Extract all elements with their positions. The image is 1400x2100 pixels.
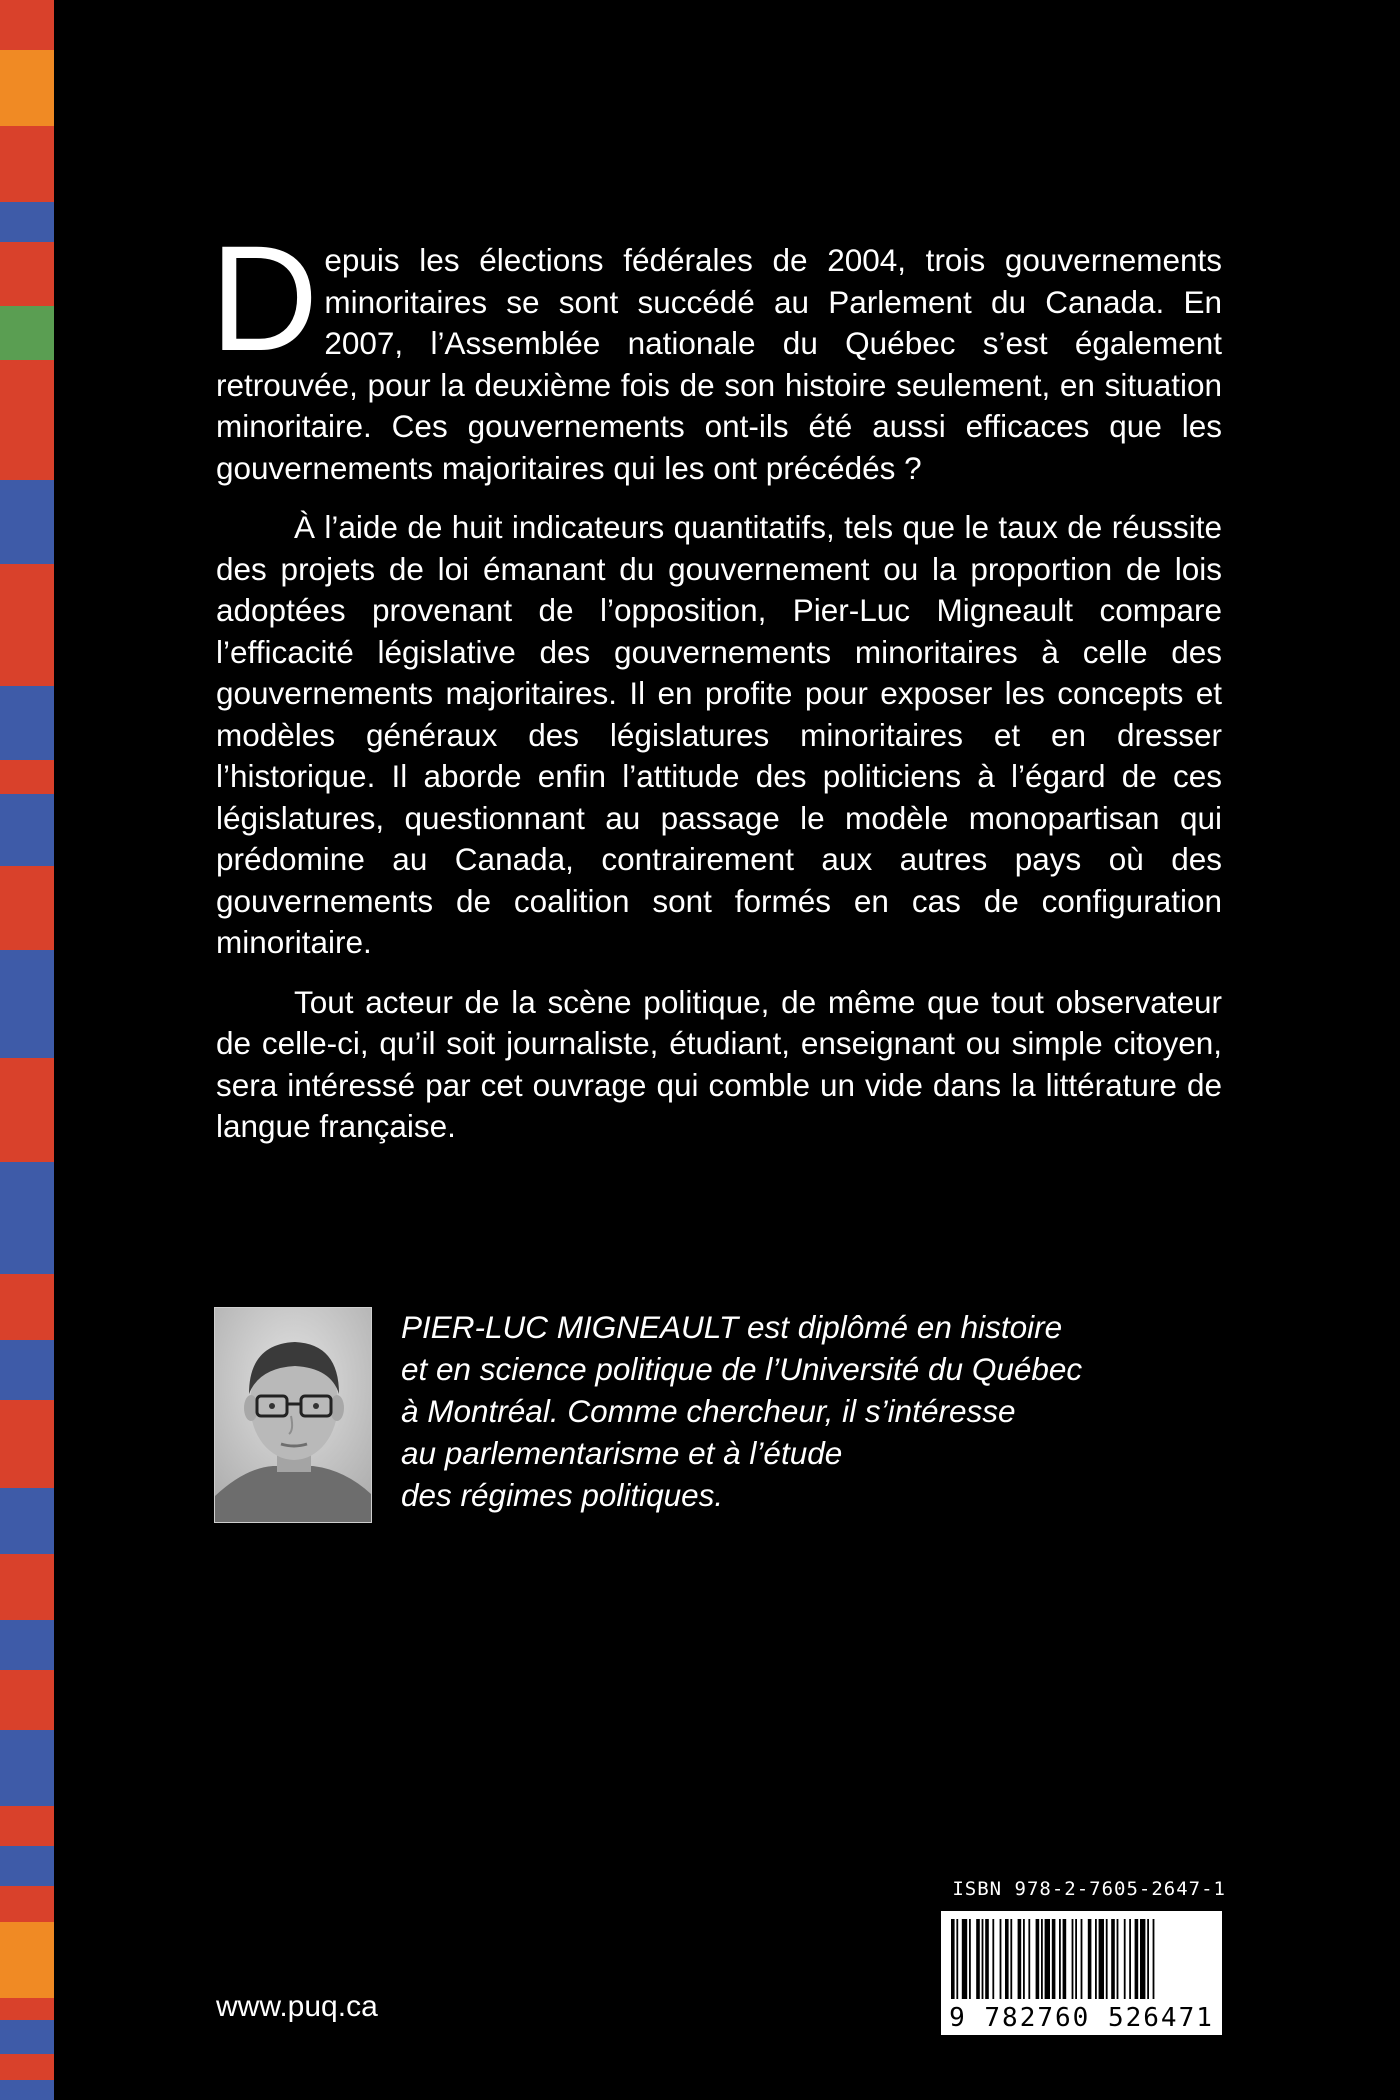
paragraph-audience: Tout acteur de la scène politique, de même que tout observateur de celle-ci, qu’il soit journaliste, étudiant, enseignant ou simple citoyen, sera intéressé par cet ouvrage qui comble un vide dans la littérature de langue française. [216, 983, 1222, 1144]
barcode-bar [1117, 1919, 1119, 1999]
stripe-segment [0, 2054, 54, 2080]
stripe-segment [0, 480, 54, 564]
paragraph-intro-text: epuis les élections fédérales de 2004, trois gouvernements minoritaires se sont succédé au Parlement du Canada. En 2007, l’Assemblée nationale du Québec s’est également retrouvée, pour la deuxième fois de son histoire seulement, en situation minoritaire. Ces gouvernements ont-ils été aussi efficaces que les gouvernements majoritaires qui les ont précédés ? [216, 242, 1222, 486]
barcode-bar [982, 1919, 984, 1999]
stripe-segment [0, 564, 54, 686]
barcode-bar [1106, 1919, 1108, 1999]
stripe-segment [0, 1670, 54, 1730]
barcode-bar [1000, 1919, 1002, 1999]
barcode-bar [1018, 1919, 1022, 1999]
stripe-segment [0, 1620, 54, 1670]
barcode-bar [1147, 1919, 1149, 1999]
stripe-segment [0, 242, 54, 306]
bio-line: des régimes politiques. [401, 1477, 724, 1513]
stripe-segment [0, 1400, 54, 1488]
paragraph-intro [210, 214, 1222, 489]
barcode-bar [1005, 1919, 1009, 1999]
stripe-segment [0, 1488, 54, 1554]
barcode-bar [1081, 1919, 1083, 1999]
stripe-segment [0, 686, 54, 760]
barcode [941, 1911, 1222, 2035]
barcode-bar [1052, 1919, 1056, 1999]
stripe-segment [0, 2080, 54, 2100]
author-photo [214, 1307, 372, 1523]
stripe-segment [0, 0, 54, 50]
barcode-bars [941, 1911, 1222, 2003]
stripe-segment [0, 1998, 54, 2020]
barcode-bar [1099, 1919, 1104, 1999]
stripe-segment [0, 202, 54, 242]
stripe-segment [0, 1162, 54, 1274]
stripe-segment [0, 1340, 54, 1400]
barcode-bar [1072, 1919, 1074, 1999]
stripe-segment [0, 360, 54, 480]
barcode-bar [1059, 1919, 1061, 1999]
bio-line: PIER-LUC MIGNEAULT est diplômé en histoire [401, 1309, 1063, 1345]
bio-line: et en science politique de l’Université du Québec [401, 1351, 1083, 1387]
stripe-segment [0, 794, 54, 866]
stripe-segment [0, 760, 54, 794]
stripe-segment [0, 1554, 54, 1620]
stripe-segment [0, 950, 54, 1058]
barcode-bar [962, 1919, 967, 1999]
stripe-segment [0, 1806, 54, 1846]
bio-line: au parlementarisme et à l’étude [401, 1435, 843, 1471]
barcode-bar [1129, 1919, 1131, 1999]
barcode-bar [1140, 1919, 1145, 1999]
barcode-bar [1036, 1919, 1040, 1999]
stripe-segment [0, 306, 54, 360]
barcode-bar [1010, 1919, 1012, 1999]
publisher-website[interactable]: www.puq.ca [216, 1990, 378, 2023]
barcode-bar [985, 1919, 989, 1999]
barcode-bar [1028, 1919, 1030, 1999]
stripe-segment [0, 1922, 54, 1998]
paragraph-method: À l’aide de huit indicateurs quantitatifs, tels que le taux de réussite des projets de loi émanant du gouvernement ou la proportion de lois adoptées provenant de l’opposition, Pier-Luc Migneault compare l’efficacité législative des gouvernements minoritaires à celle des gouvernements majoritaires. Il en profite pour exposer les concepts et modèles généraux des législatures minoritaires et en dresser l’historique. Il aborde enfin l’attitude des politiciens à l’égard de ces législatures, questionnant au passage le modèle monopartisan qui prédomine au Canada, contrairement aux autres pays où des gouvernements de coalition sont formés en cas de configuration minoritaire. [216, 509, 1222, 960]
barcode-bar [1095, 1919, 1097, 1999]
barcode-bar [1023, 1919, 1025, 1999]
drop-cap: D [210, 214, 319, 382]
barcode-bar [969, 1919, 971, 1999]
author-bio [401, 1306, 1221, 1516]
stripe-segment [0, 1730, 54, 1806]
stripe-segment [0, 1846, 54, 1886]
barcode-bar [951, 1919, 955, 1999]
barcode-bar [1041, 1919, 1043, 1999]
stripe-segment [0, 126, 54, 202]
barcode-digits: 9 782760 526471 [949, 2003, 1214, 2033]
book-description [210, 214, 1222, 1166]
stripe-segment [0, 1886, 54, 1922]
bio-line: à Montréal. Comme chercheur, il s’intéresse [401, 1393, 1016, 1429]
author-portrait-image [215, 1308, 371, 1522]
barcode-bar [992, 1919, 994, 1999]
decorative-color-stripe [0, 0, 54, 2100]
stripe-segment [0, 1058, 54, 1162]
barcode-bar [956, 1919, 958, 1999]
barcode-bar [1088, 1919, 1092, 1999]
stripe-segment [0, 2020, 54, 2054]
barcode-bar [1124, 1919, 1126, 1999]
barcode-bar [1075, 1919, 1077, 1999]
stripe-segment [0, 50, 54, 126]
barcode-bar [1111, 1919, 1115, 1999]
barcode-bar [1153, 1919, 1155, 1999]
barcode-bar [1135, 1919, 1139, 1999]
barcode-bar [976, 1919, 980, 1999]
stripe-segment [0, 1274, 54, 1340]
stripe-segment [0, 866, 54, 950]
barcode-bar [1063, 1919, 1067, 1999]
barcode-bar [1045, 1919, 1050, 1999]
isbn-label: ISBN 978-2-7605-2647-1 [952, 1878, 1226, 1900]
